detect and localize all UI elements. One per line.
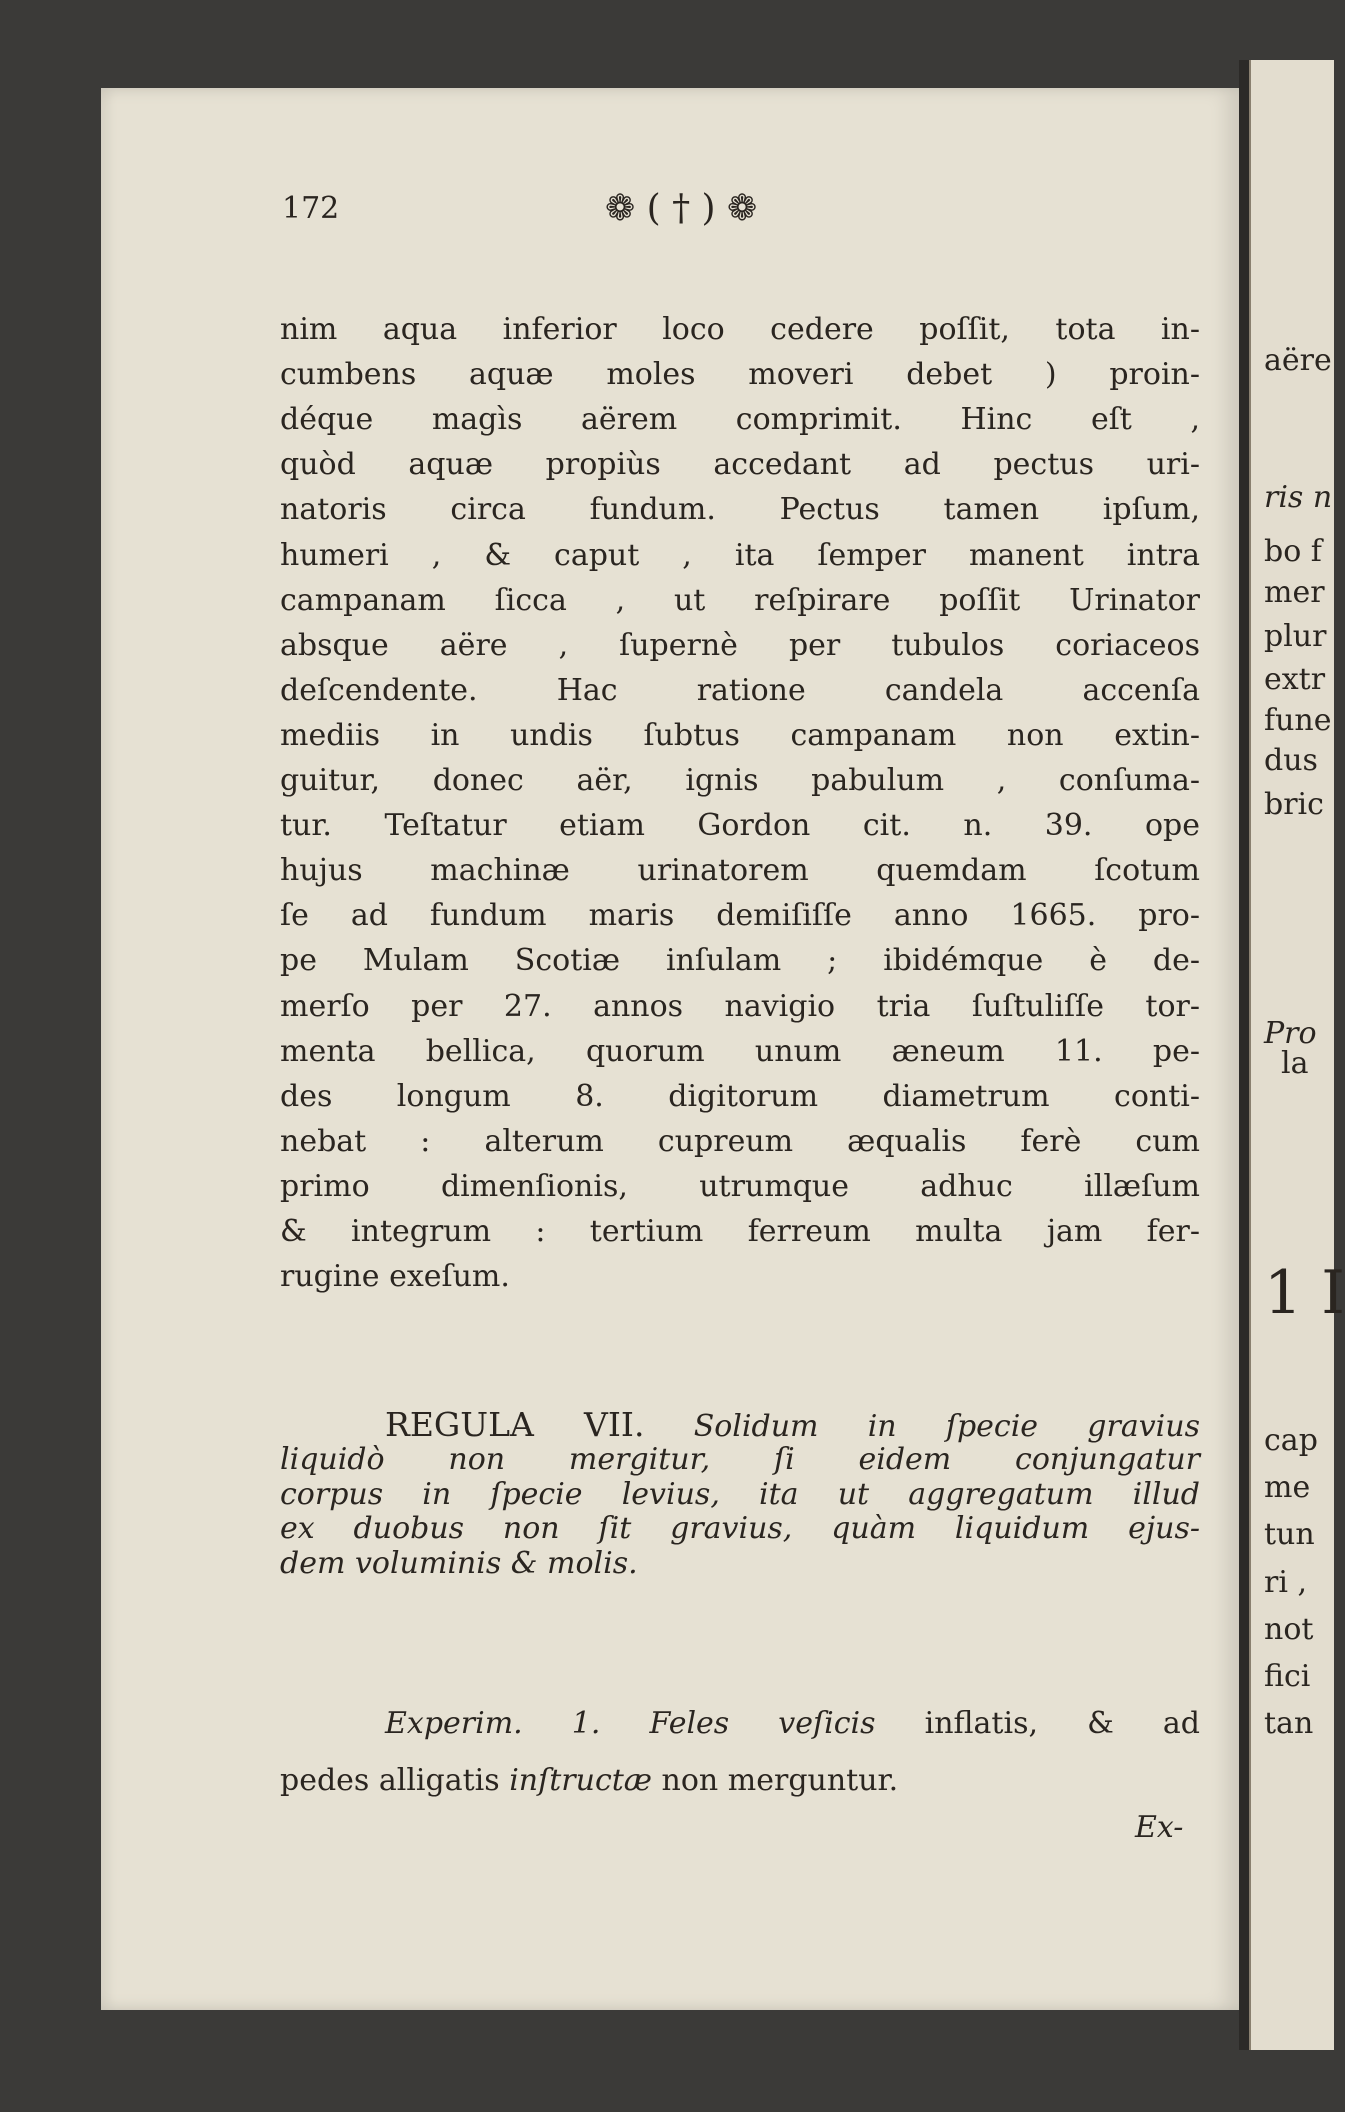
rule-line: ex duobus non ſit gravius, quàm liquidum ejus-: [280, 1511, 1200, 1546]
right-page-fragment: tun: [1264, 1517, 1315, 1552]
rule-line: corpus in ſpecie levius, ita ut aggregatum illud: [280, 1476, 1200, 1512]
right-page-fragment: tan: [1264, 1706, 1314, 1741]
experiment-text: pedes alligatis: [280, 1763, 500, 1798]
text-line: ſe ad fundum maris demiſiſſe anno 1665. pro-: [280, 898, 1200, 934]
book-gutter: [1239, 60, 1249, 2050]
right-page-fragment: ris n: [1264, 480, 1333, 515]
right-page-fragment: mer: [1264, 575, 1325, 610]
rule-line: liquidò non mergitur, ſi eidem conjungatur: [280, 1442, 1200, 1477]
text-line: deſcendente. Hac ratione candela accenſa: [280, 672, 1200, 708]
text-line: campanam ſicca , ut reſpirare poſſit Urinator: [280, 582, 1200, 618]
experiment-text: inflatis, & ad: [924, 1706, 1200, 1741]
text-line: cumbens aquæ moles moveri debet ) proin-: [280, 357, 1200, 393]
text-line: tur. Teſtatur etiam Gordon cit. n. 39. ope: [280, 808, 1200, 844]
right-page-fragment: cap: [1264, 1423, 1318, 1458]
experiment-italic: inſtructæ: [509, 1763, 652, 1798]
rule-heading: [385, 1405, 1200, 1445]
text-line: natoris circa fundum. Pectus tamen ipſum,: [280, 492, 1200, 528]
right-page-fragment: extr: [1264, 662, 1326, 697]
text-line: rugine exeſum.: [280, 1259, 510, 1295]
text-line: pe Mulam Scotiæ inſulam ; ibidémque è de-: [280, 943, 1200, 979]
text-line: mediis in undis ſubtus campanam non extin-: [280, 717, 1200, 753]
text-line: hujus machinæ urinatorem quemdam ſcotum: [280, 853, 1200, 889]
right-page-fragment: fune: [1264, 703, 1332, 738]
text-line: & integrum : tertium ferreum multa jam fer-: [280, 1214, 1200, 1249]
right-page-fragment: plur: [1264, 619, 1327, 654]
text-line: merſo per 27. annos navigio tria ſuſtuliſſe tor-: [280, 988, 1200, 1024]
right-page-fragment: bo f: [1264, 534, 1322, 569]
rule-label: REGULA VII.: [385, 1405, 645, 1444]
text-line: guitur, donec aër, ignis pabulum , conſuma-: [280, 763, 1200, 798]
book-page-right: [1249, 60, 1345, 2050]
text-line: absque aëre , ſupernè per tubulos coriaceos: [280, 627, 1200, 663]
experiment-text: non merguntur.: [661, 1763, 899, 1798]
text-line: nim aqua inferior loco cedere poſſit, tota in-: [280, 312, 1200, 347]
right-page-fragment: 1 I: [1264, 1258, 1345, 1328]
right-page-fragment: me: [1264, 1470, 1311, 1505]
experiment-line-2: [280, 1761, 898, 1801]
experiment-line-1: [385, 1704, 1200, 1744]
right-page-fragment: bric: [1264, 787, 1324, 822]
right-page-fragment: dus: [1264, 743, 1318, 778]
text-line: menta bellica, quorum unum æneum 11. pe-: [280, 1033, 1200, 1069]
catchword: Ex-: [1135, 1810, 1184, 1845]
right-page-fragment: la: [1281, 1046, 1309, 1081]
rule-first-line: Solidum in ſpecie gravius: [693, 1409, 1200, 1444]
text-line: déque magìs aërem comprimit. Hinc eſt ,: [280, 402, 1200, 438]
right-page-fragment: Pro: [1264, 1016, 1317, 1051]
text-line: des longum 8. digitorum diametrum conti-: [280, 1078, 1200, 1114]
page-number: 172: [282, 191, 340, 226]
experiment-label: Experim. 1. Feles veſicis: [385, 1706, 876, 1741]
text-line: primo dimenſionis, utrumque adhuc illæſum: [280, 1168, 1200, 1204]
rule-line: dem voluminis & molis.: [280, 1545, 638, 1581]
text-line: humeri , & caput , ita ſemper manent intra: [280, 537, 1200, 573]
right-page-fragment: not: [1264, 1612, 1314, 1647]
right-page-fragment: fici: [1264, 1659, 1311, 1694]
right-page-fragment: aëre: [1264, 343, 1332, 378]
text-line: quòd aquæ propiùs accedant ad pectus uri-: [280, 447, 1200, 483]
header-ornament: ❁ ( † ) ❁: [605, 188, 758, 229]
right-page-fragment: ri ,: [1264, 1565, 1308, 1600]
text-line: nebat : alterum cupreum æqualis ferè cum: [280, 1123, 1200, 1159]
